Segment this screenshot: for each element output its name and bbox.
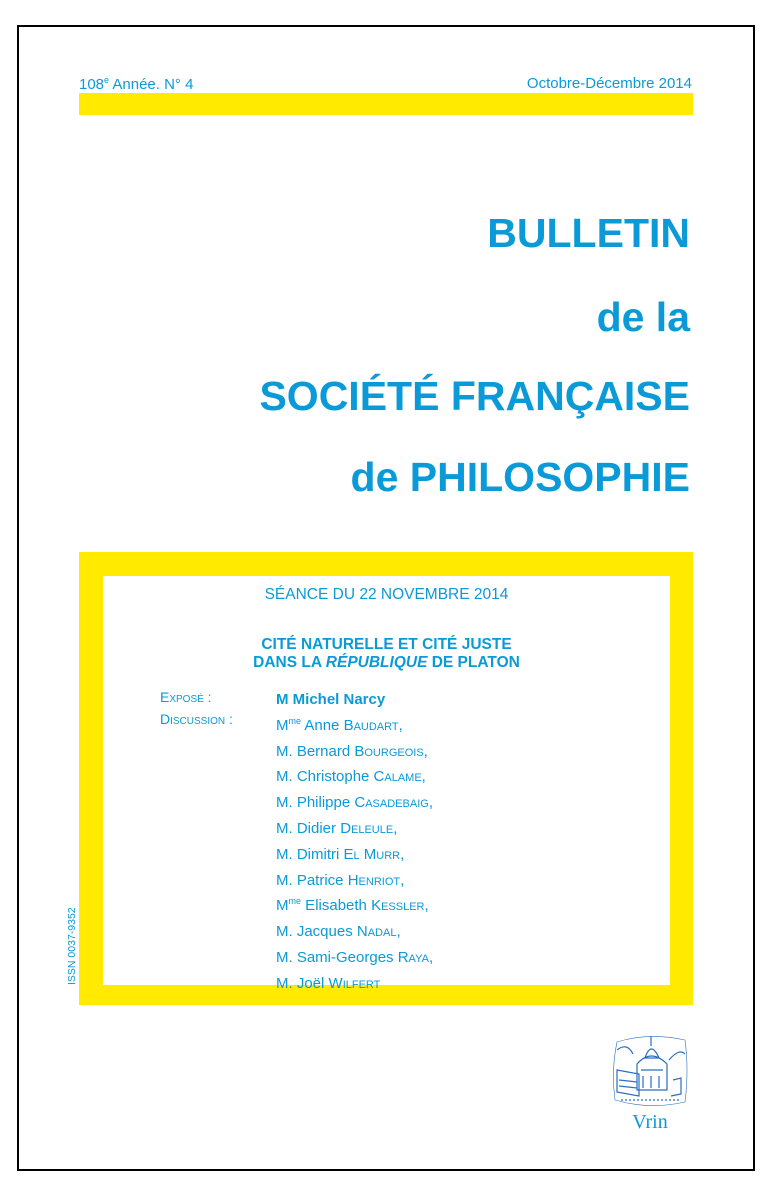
discussant-sep: , <box>423 742 428 760</box>
issue-period: Octobre-Décembre 2014 <box>526 75 692 92</box>
title-line-3: SOCIÉTÉ FRANÇAISE <box>259 373 690 419</box>
discussant-sep: , <box>393 819 398 837</box>
discussant-sep: , <box>421 768 426 786</box>
discussant-sep: , <box>400 871 405 889</box>
discussant-pre: M <box>276 897 289 915</box>
discussant-pre: M. <box>276 974 293 992</box>
yellow-band <box>79 93 693 115</box>
discussant-sup: me <box>288 715 302 726</box>
discussant <box>276 866 433 892</box>
discussant-last: Deleule <box>340 819 394 837</box>
issue-number: 108e Année. N° 4 <box>79 75 194 93</box>
discussant-pre: M. <box>276 845 293 863</box>
discussant-pre: M. <box>276 871 293 889</box>
discussion-label: Discussion : <box>160 711 233 727</box>
discussant-first: Anne <box>301 716 344 734</box>
discussant-first: Joël <box>292 974 329 992</box>
discussant-sup: me <box>288 896 302 907</box>
session-date: SÉANCE DU 22 NOVEMBRE 2014 <box>264 586 509 603</box>
discussant-last: Calame <box>373 768 422 786</box>
discussant-first: Christophe <box>292 768 374 786</box>
discussant-sep: , <box>398 716 403 734</box>
discussant <box>276 788 433 814</box>
publisher-name: Vrin <box>632 1111 668 1133</box>
discussant-last: Wilfert <box>328 974 381 992</box>
expose-label: Exposé : <box>160 689 212 705</box>
discussant-first: Sami-Georges <box>292 948 398 966</box>
discussant-first: Bernard <box>292 742 355 760</box>
discussant-sep: , <box>396 923 401 941</box>
discussant-last: Henriot <box>347 871 401 889</box>
title-line-1: BULLETIN <box>487 210 690 256</box>
discussant-pre: M. <box>276 948 293 966</box>
discussant-pre: M. <box>276 819 293 837</box>
discussant-first: Elisabeth <box>301 897 372 915</box>
discussant-last: Bourgeois <box>354 742 424 760</box>
discussant-pre: M <box>276 716 289 734</box>
talk-title: CITÉ NATURELLE ET CITÉ JUSTE DANS LA RÉPUBLIQUE DE PLATON <box>253 636 520 671</box>
discussant <box>276 917 433 943</box>
discussant-sep: , <box>428 794 433 812</box>
discussant-sep: , <box>400 845 405 863</box>
discussant-last: El Murr <box>343 845 401 863</box>
vrin-logo-icon <box>609 1030 691 1112</box>
discussant <box>276 840 433 866</box>
discussant-pre: M. <box>276 794 293 812</box>
discussant-first: Didier <box>292 819 341 837</box>
discussant <box>276 969 433 995</box>
discussant-first: Philippe <box>292 794 355 812</box>
discussant-last: Nadal <box>356 923 397 941</box>
discussant-last: Casadebaig <box>354 794 429 812</box>
speaker: M Michel Narcy <box>276 691 386 708</box>
discussant-first: Dimitri <box>292 845 344 863</box>
discussant <box>276 943 433 969</box>
discussant <box>276 711 433 737</box>
discussant <box>276 737 433 763</box>
title-line-4: de PHILOSOPHIE <box>350 454 690 500</box>
discussant-last: Kessler <box>371 897 425 915</box>
discussant-sep: , <box>424 897 429 915</box>
discussant <box>276 891 433 917</box>
discussant <box>276 814 433 840</box>
discussant-first: Jacques <box>292 923 357 941</box>
discussant-pre: M. <box>276 923 293 941</box>
discussant-pre: M. <box>276 742 293 760</box>
discussant-pre: M. <box>276 768 293 786</box>
participants <box>276 689 433 995</box>
issn: ISSN 0037-9352 <box>66 907 78 985</box>
discussant-first: Patrice <box>292 871 348 889</box>
discussant-last: Baudart <box>343 716 399 734</box>
discussant <box>276 762 433 788</box>
discussant-sep: , <box>428 948 434 966</box>
title-line-2: de la <box>596 294 690 340</box>
discussant-last: Raya <box>397 948 429 966</box>
